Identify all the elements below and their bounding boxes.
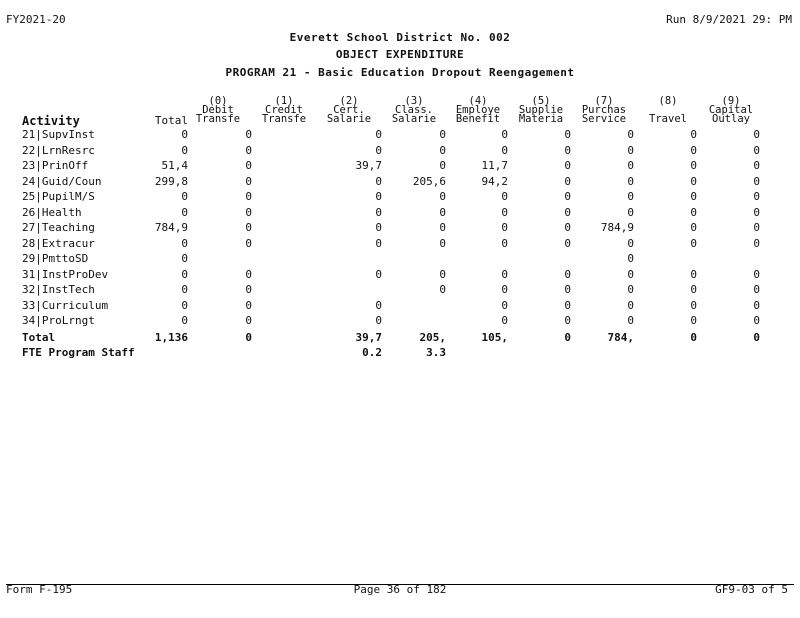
- column-header-0-l1: Debit: [202, 104, 234, 116]
- row-cell: 0: [439, 143, 446, 157]
- row-total: 1,136: [154, 330, 188, 344]
- row-cell: 0: [245, 267, 252, 281]
- row-total: 0: [181, 205, 188, 219]
- row-cell: 0: [627, 159, 634, 172]
- row-cell: 0: [627, 143, 634, 157]
- row-total: 0: [181, 267, 188, 281]
- row-cell: 0: [753, 236, 760, 250]
- column-header-7-num: (8): [658, 95, 678, 107]
- row-cell: 0: [627, 190, 634, 203]
- row-cell: 0: [627, 298, 634, 312]
- column-header-2-num: (2): [339, 95, 359, 107]
- row-total: 784,9: [154, 221, 188, 234]
- row-cell: 0: [690, 236, 697, 250]
- row-cell: 0: [753, 314, 760, 327]
- column-header-8-num: (9): [721, 95, 741, 107]
- row-label: 22|LrnResrc: [22, 143, 95, 157]
- row-cell: 0: [501, 314, 508, 327]
- column-header-5-num: (5): [531, 95, 551, 107]
- row-total: 0: [181, 283, 188, 296]
- row-cell: 0: [627, 283, 634, 296]
- table-row: [0, 252, 800, 268]
- column-header-6-l1: Purchas: [581, 104, 627, 116]
- row-label: FTE Program Staff: [22, 345, 135, 359]
- row-cell: 0: [564, 143, 571, 157]
- row-cell: 0: [375, 236, 382, 250]
- row-label: Total: [22, 330, 56, 344]
- row-cell: 0: [753, 298, 760, 312]
- row-cell: 0: [501, 298, 508, 312]
- table-row: [0, 159, 800, 175]
- row-cell: 3.3: [426, 345, 446, 359]
- table-row: [0, 175, 800, 191]
- row-cell: 0: [564, 205, 571, 219]
- table-row: [0, 221, 800, 237]
- row-cell: 0: [439, 221, 446, 234]
- row-cell: 784,: [607, 330, 634, 344]
- row-cell: 0: [690, 298, 697, 312]
- row-total: 0: [181, 314, 188, 327]
- row-cell: 0: [690, 205, 697, 219]
- activity-column-header: Activity: [22, 114, 80, 128]
- row-cell: 39,7: [355, 159, 382, 172]
- row-label: 28|Extracur: [22, 236, 95, 250]
- row-cell: 0: [753, 267, 760, 281]
- row-cell: 94,2: [481, 174, 508, 188]
- row-label: 24|Guid/Coun: [22, 174, 102, 188]
- row-cell: 205,: [419, 330, 446, 344]
- row-cell: 0: [753, 159, 760, 172]
- run-date-label: Run 8/9/2021 29: PM: [666, 13, 792, 26]
- row-cell: 0: [439, 283, 446, 296]
- row-cell: 11,7: [481, 159, 508, 172]
- table-row: [0, 283, 800, 299]
- row-cell: 0: [753, 190, 760, 203]
- row-cell: 0: [245, 283, 252, 296]
- column-header-1-l1: Credit: [265, 104, 303, 116]
- row-cell: 0.2: [362, 345, 382, 359]
- row-cell: 0: [564, 159, 571, 172]
- row-cell: 0: [627, 267, 634, 281]
- row-cell: 0: [690, 267, 697, 281]
- row-label: 26|Health: [22, 205, 82, 219]
- row-cell: 0: [627, 174, 634, 188]
- district-title: Everett School District No. 002: [289, 31, 511, 44]
- table-row: [0, 268, 800, 284]
- row-cell: 0: [690, 128, 697, 141]
- row-cell: 0: [245, 205, 252, 219]
- row-cell: 0: [564, 190, 571, 203]
- row-total: 299,8: [154, 174, 188, 188]
- column-header-0-l2: Transfe: [195, 113, 241, 125]
- row-cell: 0: [564, 221, 571, 234]
- row-cell: 0: [375, 298, 382, 312]
- column-header-8-l2: Outlay: [712, 113, 750, 125]
- row-cell: 0: [439, 190, 446, 203]
- row-cell: 0: [690, 143, 697, 157]
- row-cell: 0: [375, 314, 382, 327]
- row-total: 0: [181, 252, 188, 265]
- row-cell: 0: [564, 330, 571, 344]
- table-row: [0, 314, 800, 330]
- row-cell: 0: [690, 330, 697, 344]
- total-row: [0, 331, 800, 347]
- column-header-4-l2: Benefit: [455, 113, 501, 125]
- row-cell: 0: [245, 159, 252, 172]
- row-cell: 0: [690, 314, 697, 327]
- row-cell: 0: [627, 128, 634, 141]
- row-cell: 0: [439, 236, 446, 250]
- table-row: [0, 206, 800, 222]
- row-cell: 0: [564, 236, 571, 250]
- row-cell: 0: [375, 205, 382, 219]
- column-header-5-l1: Supplie: [518, 104, 564, 116]
- row-cell: 0: [690, 174, 697, 188]
- row-cell: 0: [439, 159, 446, 172]
- row-cell: 0: [753, 283, 760, 296]
- row-cell: 0: [245, 314, 252, 327]
- column-header-4-num: (4): [468, 95, 488, 107]
- row-cell: 0: [753, 221, 760, 234]
- row-cell: 0: [564, 298, 571, 312]
- row-cell: 0: [564, 267, 571, 281]
- row-label: 27|Teaching: [22, 221, 95, 234]
- row-cell: 0: [501, 221, 508, 234]
- row-cell: 0: [753, 330, 760, 344]
- row-label: 33|Curriculum: [22, 298, 109, 312]
- fiscal-year-label: FY2021-20: [6, 13, 66, 26]
- row-cell: 0: [564, 128, 571, 141]
- row-label: 32|InstTech: [22, 283, 95, 296]
- row-cell: 0: [375, 174, 382, 188]
- column-header-2-l2: Salarie: [326, 113, 372, 125]
- row-cell: 0: [375, 190, 382, 203]
- row-cell: 0: [627, 252, 634, 265]
- row-label: 34|ProLrngt: [22, 314, 95, 327]
- column-header-3-l1: Class.: [395, 104, 433, 116]
- column-header-1-num: (1): [274, 95, 294, 107]
- column-header-0-num: (0): [208, 95, 228, 107]
- row-cell: 0: [564, 174, 571, 188]
- row-cell: 0: [375, 267, 382, 281]
- row-label: 23|PrinOff: [22, 159, 89, 172]
- row-cell: 0: [245, 128, 252, 141]
- column-header-6-num: (7): [594, 95, 614, 107]
- row-cell: 0: [375, 221, 382, 234]
- column-header-6-l2: Service: [581, 113, 627, 125]
- row-cell: 0: [753, 143, 760, 157]
- page-code: GF9-03 of 5: [715, 583, 788, 596]
- row-cell: 0: [245, 298, 252, 312]
- row-cell: 105,: [481, 330, 508, 344]
- column-header-7-l2: Travel: [649, 113, 687, 125]
- row-cell: 0: [245, 190, 252, 203]
- table-row: [0, 144, 800, 160]
- row-cell: 0: [753, 128, 760, 141]
- row-cell: 0: [439, 205, 446, 219]
- row-cell: 0: [627, 205, 634, 219]
- row-total: 0: [181, 128, 188, 141]
- program-title: PROGRAM 21 - Basic Education Dropout Reengagement: [225, 66, 575, 79]
- table-row: [0, 237, 800, 253]
- row-cell: 0: [690, 283, 697, 296]
- row-cell: 0: [501, 283, 508, 296]
- column-header-4-l1: Employe: [455, 104, 501, 116]
- row-cell: 0: [501, 128, 508, 141]
- row-cell: 0: [375, 128, 382, 141]
- row-cell: 0: [627, 314, 634, 327]
- row-cell: 0: [501, 190, 508, 203]
- row-cell: 0: [690, 190, 697, 203]
- row-cell: 0: [753, 205, 760, 219]
- row-label: 21|SupvInst: [22, 128, 95, 141]
- column-header-5-l2: Materia: [518, 113, 564, 125]
- form-number: Form F-195: [6, 583, 73, 596]
- row-total: 51,4: [161, 159, 188, 172]
- row-cell: 0: [245, 236, 252, 250]
- row-label: 29|PmttoSD: [22, 252, 89, 265]
- row-cell: 0: [690, 221, 697, 234]
- row-cell: 0: [564, 283, 571, 296]
- row-cell: 0: [564, 314, 571, 327]
- row-cell: 0: [501, 205, 508, 219]
- row-label: 31|InstProDev: [22, 267, 109, 281]
- row-cell: 0: [245, 221, 252, 234]
- row-cell: 0: [245, 174, 252, 188]
- row-total: 0: [181, 143, 188, 157]
- report-title: OBJECT EXPENDITURE: [335, 48, 465, 61]
- fte-row: [0, 346, 800, 362]
- column-header-1-l2: Transfe: [261, 113, 307, 125]
- row-cell: 0: [375, 143, 382, 157]
- row-cell: 0: [439, 267, 446, 281]
- table-row: [0, 128, 800, 144]
- row-cell: 0: [245, 143, 252, 157]
- row-total: 0: [181, 236, 188, 250]
- row-label: 25|PupilM/S: [22, 190, 95, 203]
- total-column-header: Total: [154, 114, 188, 127]
- column-header-8-l1: Capital: [708, 104, 754, 116]
- row-cell: 0: [690, 159, 697, 172]
- row-cell: 0: [245, 330, 252, 344]
- table-row: [0, 299, 800, 315]
- row-cell: 0: [501, 236, 508, 250]
- column-header-2-l1: Cert.: [333, 104, 365, 116]
- row-cell: 0: [753, 174, 760, 188]
- row-cell: 0: [501, 267, 508, 281]
- row-cell: 0: [439, 128, 446, 141]
- page-number: Page 36 of 182: [353, 583, 447, 596]
- row-cell: 39,7: [355, 330, 382, 344]
- column-header-3-l2: Salarie: [391, 113, 437, 125]
- table-row: [0, 190, 800, 206]
- column-header-3-num: (3): [404, 95, 424, 107]
- row-cell: 205,6: [412, 174, 446, 188]
- row-cell: 0: [627, 236, 634, 250]
- row-total: 0: [181, 298, 188, 312]
- row-total: 0: [181, 190, 188, 203]
- row-cell: 0: [501, 143, 508, 157]
- row-cell: 784,9: [600, 221, 634, 234]
